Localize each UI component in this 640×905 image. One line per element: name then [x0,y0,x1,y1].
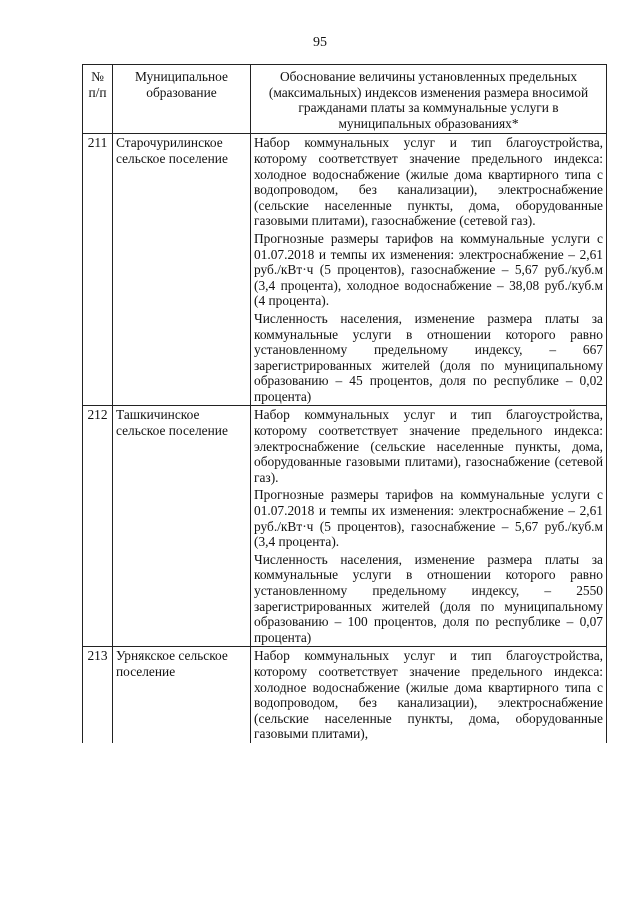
tariffs-paragraph: Прогнозные размеры тарифов на коммунальные услуги с 01.07.2018 и темпы их изменения: электроснабжение – 2,61 руб./кВт·ч (5 процентов), газоснабжение – 5,67 руб./куб.м (3,4 процента), холодное водоснабжение – 38,08 руб./куб.м (4 процента). [254,230,603,309]
tariffs-paragraph: Прогнозные размеры тарифов на коммунальные услуги с 01.07.2018 и темпы их изменения: электроснабжение – 2,61 руб./кВт·ч (5 процентов), газоснабжение – 5,67 руб./куб.м (3,4 процента). [254,487,603,550]
table-header-row [83,65,607,134]
services-paragraph: Набор коммунальных услуг и тип благоустройства, которому соответствует значение предельного индекса: электроснабжение (сельские населенные пункты, дома, оборудованные газовыми плитами), газоснабжение (сетевой газ). [254,407,603,485]
page-number: 95 [313,35,327,50]
header-justification: Обоснование величины установленных предельных (максимальных) индексов изменения размера вносимой гражданами платы за коммунальные услуги в муниципальных образованиях* [251,65,607,134]
municipality-name: Старочурилинское сельское поселение [113,134,251,406]
row-number: 212 [83,406,113,647]
header-municipality: Муниципальное образование [113,65,251,134]
justification-cell [251,134,607,406]
row-number: 211 [83,134,113,406]
table-row [83,406,607,647]
population-paragraph: Численность населения, изменение размера платы за коммунальные услуги в отношении которого равно установленному предельному индексу, – 667 зарегистрированных жителей (доля по муниципальному образованию – 45 процентов, доля по республике – 0,02 процента) [254,310,603,404]
justification-cell [251,647,607,743]
municipality-name: Урнякское сельское поселение [113,647,251,743]
table-row [83,647,607,743]
justification-cell [251,406,607,647]
services-paragraph: Набор коммунальных услуг и тип благоустройства, которому соответствует значение предельного индекса: холодное водоснабжение (жилые дома квартирного типа с водопроводом, без канализации), электроснабжение (сельские населенные пункты, дома, оборудованные газовыми плитами), газоснабжение (сетевой газ). [254,135,603,229]
header-num: № п/п [83,65,113,134]
table-row [83,134,607,406]
tariff-justification-table [82,64,607,743]
services-paragraph: Набор коммунальных услуг и тип благоустройства, которому соответствует значение предельного индекса: холодное водоснабжение (жилые дома квартирного типа с водопроводом, без канализации), электроснабжение (сельские населенные пункты, дома, оборудованные газовыми плитами), [254,648,603,742]
row-number: 213 [83,647,113,743]
municipality-name: Ташкичинское сельское поселение [113,406,251,647]
population-paragraph: Численность населения, изменение размера платы за коммунальные услуги в отношении которого равно установленному предельному индексу, – 2550 зарегистрированных жителей (доля по муниципальному образованию – 100 процентов, доля по республике – 0,07 процента) [254,551,603,645]
